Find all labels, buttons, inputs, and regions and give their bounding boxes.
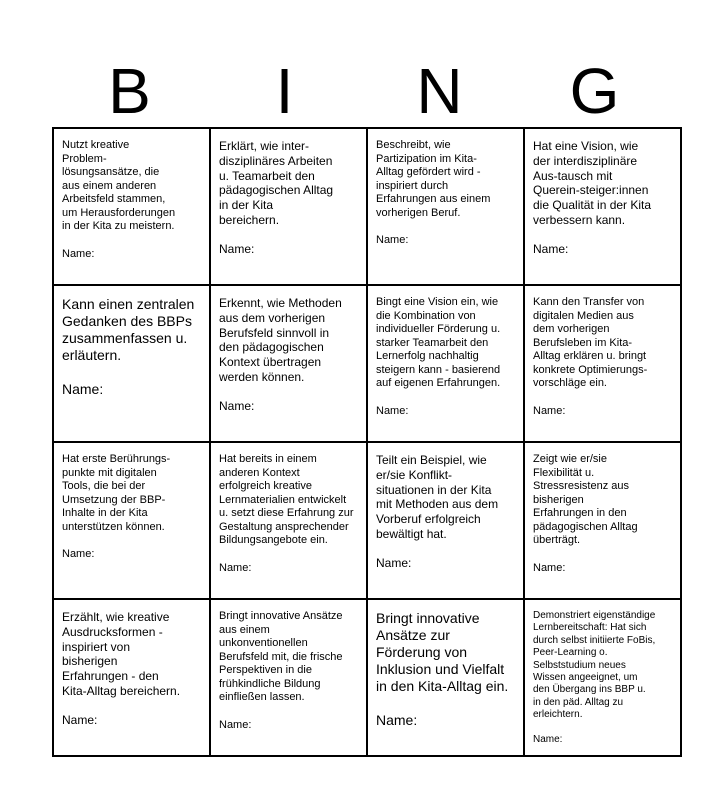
bingo-cell[interactable] — [367, 442, 524, 599]
bingo-cell[interactable] — [53, 599, 210, 756]
bingo-cell[interactable] — [53, 442, 210, 599]
bingo-cell[interactable] — [524, 599, 681, 756]
bingo-row-2 — [53, 285, 681, 442]
cell-text: Bringt innovative Ansätze aus einem unkonventionellen Berufsfeld mit, die frische Perspektiven in die frühkindliche Bildung einfließen lassen. — [219, 610, 343, 703]
bingo-cell[interactable] — [210, 285, 367, 442]
cell-text: Erzählt, wie kreative Ausdrucksformen - inspiriert von bisherigen Erfahrungen - den Kita-Alltag bereichern. — [62, 610, 181, 698]
cell-name-label: Name: — [376, 555, 412, 570]
cell-name-label: Name: — [533, 733, 563, 745]
cell-name-label: Name: — [376, 712, 418, 728]
bingo-cell[interactable] — [210, 442, 367, 599]
bingo-cell[interactable] — [367, 128, 524, 285]
header-letter-b: B — [108, 55, 151, 127]
bingo-row-1 — [53, 128, 681, 285]
bingo-cell[interactable] — [210, 128, 367, 285]
bingo-grid — [52, 127, 682, 757]
cell-name-label: Name: — [533, 404, 566, 417]
cell-text: Kann einen zentralen Gedanken des BBPs zusammenfassen u. erläutern. — [62, 296, 195, 363]
cell-name-label: Name: — [533, 561, 566, 574]
bingo-row-4 — [53, 599, 681, 756]
cell-text: Hat erste Berührungs- punkte mit digitalen Tools, die bei der Umsetzung der BBP- Inhalte in der Kita unterstützen können. — [62, 453, 171, 533]
bingo-row-3 — [53, 442, 681, 599]
bingo-cell[interactable] — [524, 442, 681, 599]
cell-text: Erkennt, wie Methoden aus dem vorherigen Berufsfeld sinnvoll in den pädagogischen Kontext übertragen werden können. — [219, 296, 342, 384]
cell-name-label: Name: — [62, 712, 98, 727]
cell-text: Bingt eine Vision ein, wie die Kombination von individueller Förderung u. starker Teamarbeit den Lernerfolg nachhaltig steigern kann - basierend auf eigenen Erfahrungen. — [376, 296, 501, 389]
cell-name-label: Name: — [62, 381, 104, 397]
cell-name-label: Name: — [376, 404, 409, 417]
cell-text: Demonstriert eigenständige Lernbereitschaft: Hat sich durch selbst initiierte FoBis, Peer-Learning o. Selbststudium neues Wissen angeeignet, um den Übergang ins BBP u. in den päd. Alltag zu erleichtern. — [533, 610, 656, 721]
cell-name-label: Name: — [62, 548, 95, 560]
bingo-cell[interactable] — [53, 128, 210, 285]
cell-text: Erklärt, wie inter- disziplinäres Arbeiten u. Teamarbeit den pädagogischen Alltag in der Kita bereichern. — [219, 139, 334, 227]
cell-name-label: Name: — [62, 247, 95, 260]
cell-text: Beschreibt, wie Partizipation im Kita- Alltag gefördert wird - inspiriert durch Erfahrungen aus einem vorherigen Beruf. — [376, 139, 491, 219]
cell-text: Hat bereits in einem anderen Kontext erfolgreich kreative Lernmaterialien entwickelt u. setzt diese Erfahrung zur Gestaltung ansprechender Bildungsangebote ein. — [219, 453, 354, 546]
bingo-cell[interactable] — [367, 285, 524, 442]
cell-text: Teilt ein Beispiel, wie er/sie Konflikt- situationen in der Kita mit Methoden aus dem Vorberuf erfolgreich bewältigt hat. — [376, 453, 499, 541]
cell-name-label: Name: — [219, 718, 252, 731]
header-letter-i: I — [275, 55, 294, 127]
cell-name-label: Name: — [533, 241, 569, 256]
cell-name-label: Name: — [219, 398, 255, 413]
bingo-cell[interactable] — [367, 599, 524, 756]
cell-name-label: Name: — [219, 561, 252, 574]
cell-name-label: Name: — [219, 241, 255, 256]
cell-text: Zeigt wie er/sie Flexibilität u. Stressresistenz aus bisherigen Erfahrungen in den pädagogischen Alltag überträgt. — [533, 453, 638, 546]
cell-text: Nutzt kreative Problem- lösungsansätze, die aus einem anderen Arbeitsfeld stammen, um Herausforderungen in der Kita zu meistern. — [62, 139, 176, 232]
bingo-cell[interactable] — [53, 285, 210, 442]
cell-text: Kann den Transfer von digitalen Medien aus dem vorherigen Berufsleben im Kita- Alltag erklären u. bringt konkrete Optimierungs- vorschläge ein. — [533, 296, 648, 389]
cell-text: Hat eine Vision, wie der interdisziplinäre Aus-tausch mit Querein-steiger:innen die Qualität in der Kita verbessern kann. — [533, 139, 652, 227]
bingo-cell[interactable] — [524, 285, 681, 442]
bingo-cell[interactable] — [210, 599, 367, 756]
header-letter-g: G — [569, 55, 620, 127]
bingo-header — [52, 55, 672, 127]
header-letter-n: N — [416, 55, 463, 127]
bingo-cell[interactable] — [524, 128, 681, 285]
cell-text: Bringt innovative Ansätze zur Förderung von Inklusion und Vielfalt in den Kita-Alltag ein. — [376, 610, 509, 694]
cell-name-label: Name: — [376, 234, 409, 246]
